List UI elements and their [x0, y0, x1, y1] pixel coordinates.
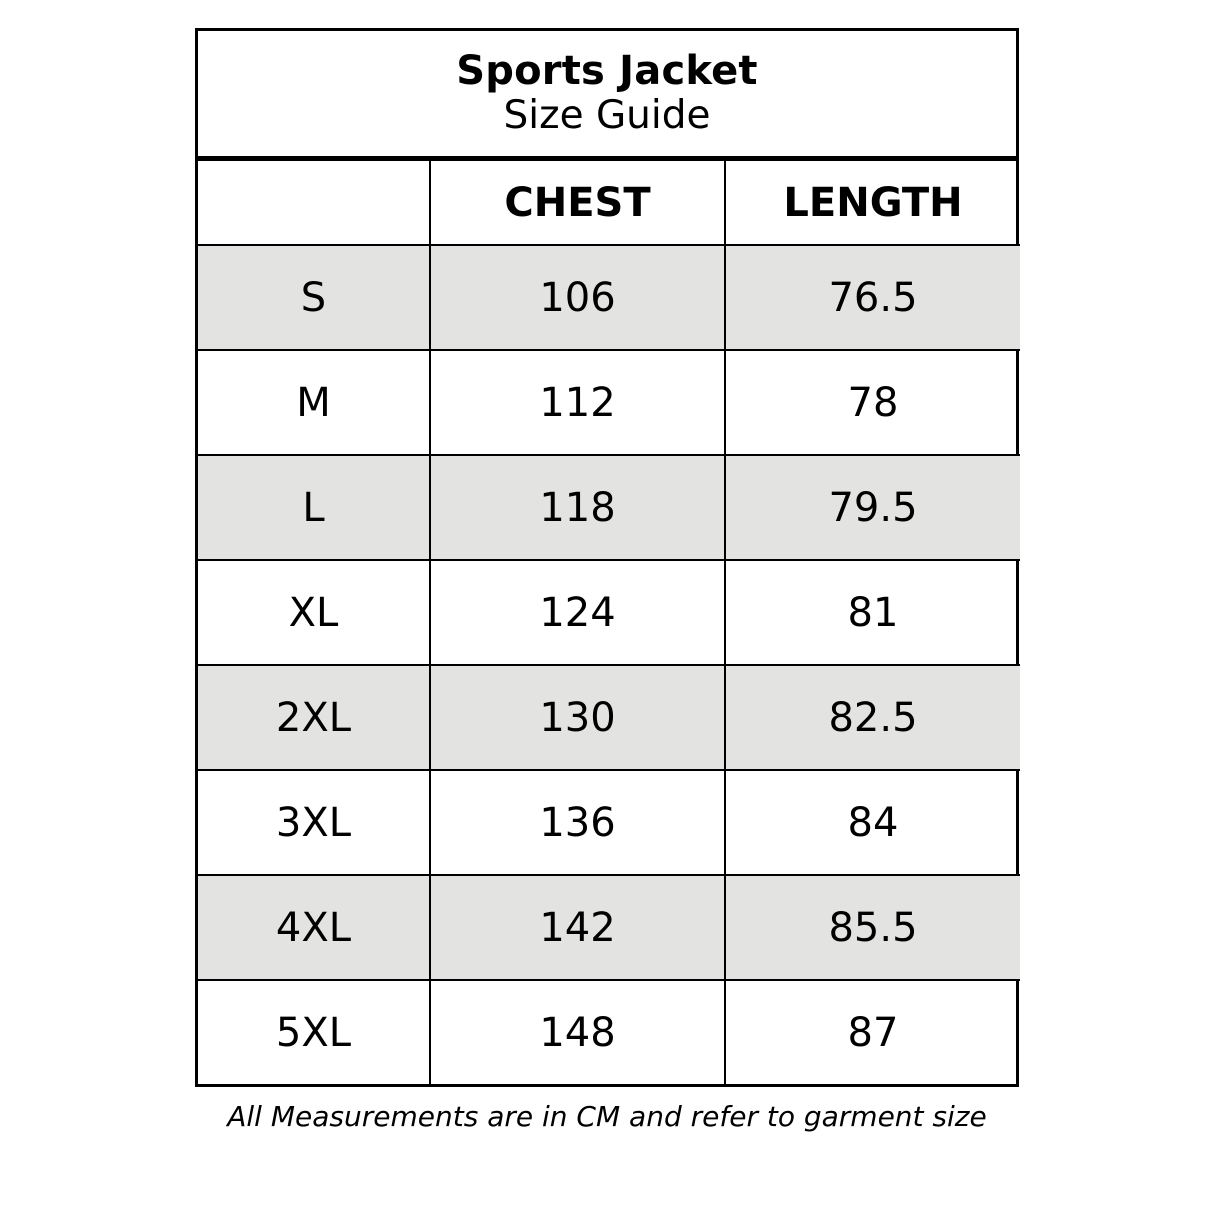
chest-cell: 142 [430, 875, 725, 980]
size-cell: XL [198, 560, 430, 665]
chest-cell: 136 [430, 770, 725, 875]
chest-cell: 112 [430, 350, 725, 455]
chest-cell: 124 [430, 560, 725, 665]
length-cell: 87 [725, 980, 1020, 1084]
column-header-length: LENGTH [725, 161, 1020, 245]
length-cell: 82.5 [725, 665, 1020, 770]
footnote-unit: CM [576, 1100, 621, 1133]
page-subtitle: Size Guide [503, 93, 711, 139]
chest-cell: 118 [430, 455, 725, 560]
length-cell: 85.5 [725, 875, 1020, 980]
size-cell: S [198, 245, 430, 350]
measurement-footnote [195, 1100, 1019, 1133]
size-cell: L [198, 455, 430, 560]
size-cell: M [198, 350, 430, 455]
header-row [198, 161, 1020, 245]
table-row [198, 350, 1020, 455]
table-row [198, 665, 1020, 770]
table-row [198, 770, 1020, 875]
column-header-size [198, 161, 430, 245]
length-cell: 79.5 [725, 455, 1020, 560]
table-row [198, 875, 1020, 980]
size-guide-table-frame [195, 28, 1019, 1087]
size-cell: 4XL [198, 875, 430, 980]
table-row [198, 245, 1020, 350]
title-box [198, 31, 1016, 161]
column-header-chest: CHEST [430, 161, 725, 245]
chest-cell: 106 [430, 245, 725, 350]
footnote-text-before: All Measurements are in [227, 1100, 577, 1133]
length-cell: 78 [725, 350, 1020, 455]
size-cell: 2XL [198, 665, 430, 770]
table-row [198, 560, 1020, 665]
page-title: Sports Jacket [456, 48, 758, 95]
length-cell: 81 [725, 560, 1020, 665]
size-table [198, 161, 1020, 1084]
chest-cell: 130 [430, 665, 725, 770]
footnote-text-after: and refer to garment size [620, 1100, 987, 1133]
chest-cell: 148 [430, 980, 725, 1084]
length-cell: 84 [725, 770, 1020, 875]
size-cell: 3XL [198, 770, 430, 875]
table-row [198, 980, 1020, 1084]
length-cell: 76.5 [725, 245, 1020, 350]
size-cell: 5XL [198, 980, 430, 1084]
table-row [198, 455, 1020, 560]
